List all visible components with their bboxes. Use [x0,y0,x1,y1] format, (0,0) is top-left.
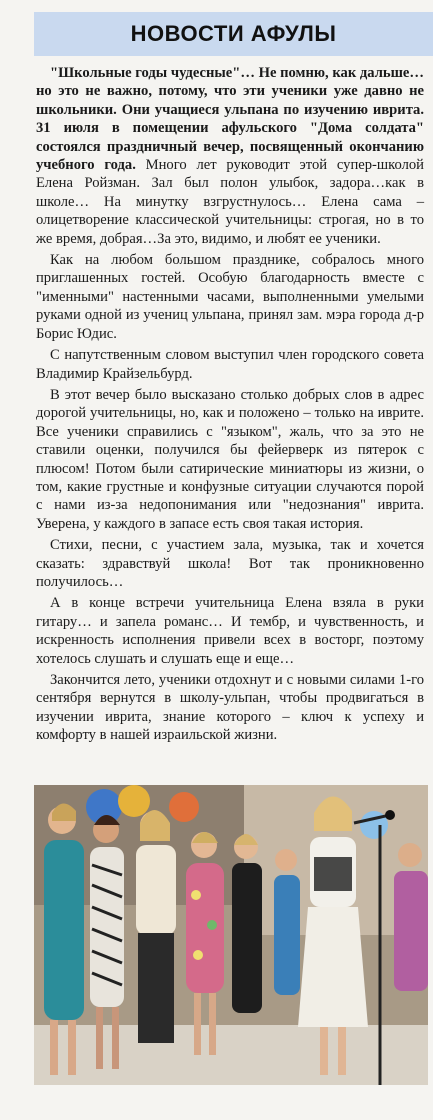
article-paragraph: Как на любом большом празднике, собралось много приглашенных гостей. Особую благодарность вместе с "именными" настенными часами, выполненными умелыми руками одной из учениц ульпана, принял зам. мэра города д-р Борис Юдис. [36,252,424,342]
section-header [34,12,433,56]
article-paragraph: С напутственным словом выступил член городского совета Владимир Крайзельбурд. [36,347,424,382]
article-body [36,64,424,748]
article-paragraph: А в конце встречи учительница Елена взяла в руки гитару… и запела романс… И тембр, и чувственность, и искренность исполнения привели всех в восторг, поэтому хотелось слушать и слушать еще и еще… [36,595,424,667]
event-photo [34,785,428,1085]
event-photo-illustration [34,785,428,1085]
article-lead: "Школьные годы чудесные"… Не помню, как дальше…но это не важно, потому, что эти ученики уже давно не школьники. Они учащиеся ульпана по изучению иврита. 31 июля в помещении афульского "Дома солдата" состоялся праздничный вечер, посвященный окончанию учебного года. [36,65,424,174]
article-paragraph: Закончится лето, ученики отдохнут и с новыми силами 1-го сентября вернутся в школу-ульпан, чтобы продвигаться в изучении иврита, знание которого – ключ к успеху и комфорту в нашей израильской жизни. [36,672,424,744]
article-lead-tail: Много лет руководит этой супер-школой Елена Ройзман. Зал был полон улыбок, задора…как в школе… На минутку взгрустнулось… Елена сама – олицетворение классической учительницы: строгая, но в то же время, добрая…За это, видимо, и любят ее ученики. [36,157,424,247]
section-title: НОВОСТИ АФУЛЫ [130,21,337,46]
article-lead-paragraph [36,64,424,248]
article-paragraph: В этот вечер было высказано столько добрых слов в адрес дорогой учительницы, но, как и положено – только на иврите. Все ученики справились с "языком", жаль, что за это не ставили оценки, получился бы фейерверк из пятерок с плюсом! Потом были сатирические миниатюры из жизни, о том, какие грустные и конфузные ситуации случаются порой с нами из-за недопонимания или "недознания" иврита. Уверена, у каждого в запасе есть своя такая история. [36,386,424,532]
article-paragraph: Стихи, песни, с участием зала, музыка, так и хочется сказать: здравствуй школа! Вот так проникновенно получилось… [36,537,424,590]
